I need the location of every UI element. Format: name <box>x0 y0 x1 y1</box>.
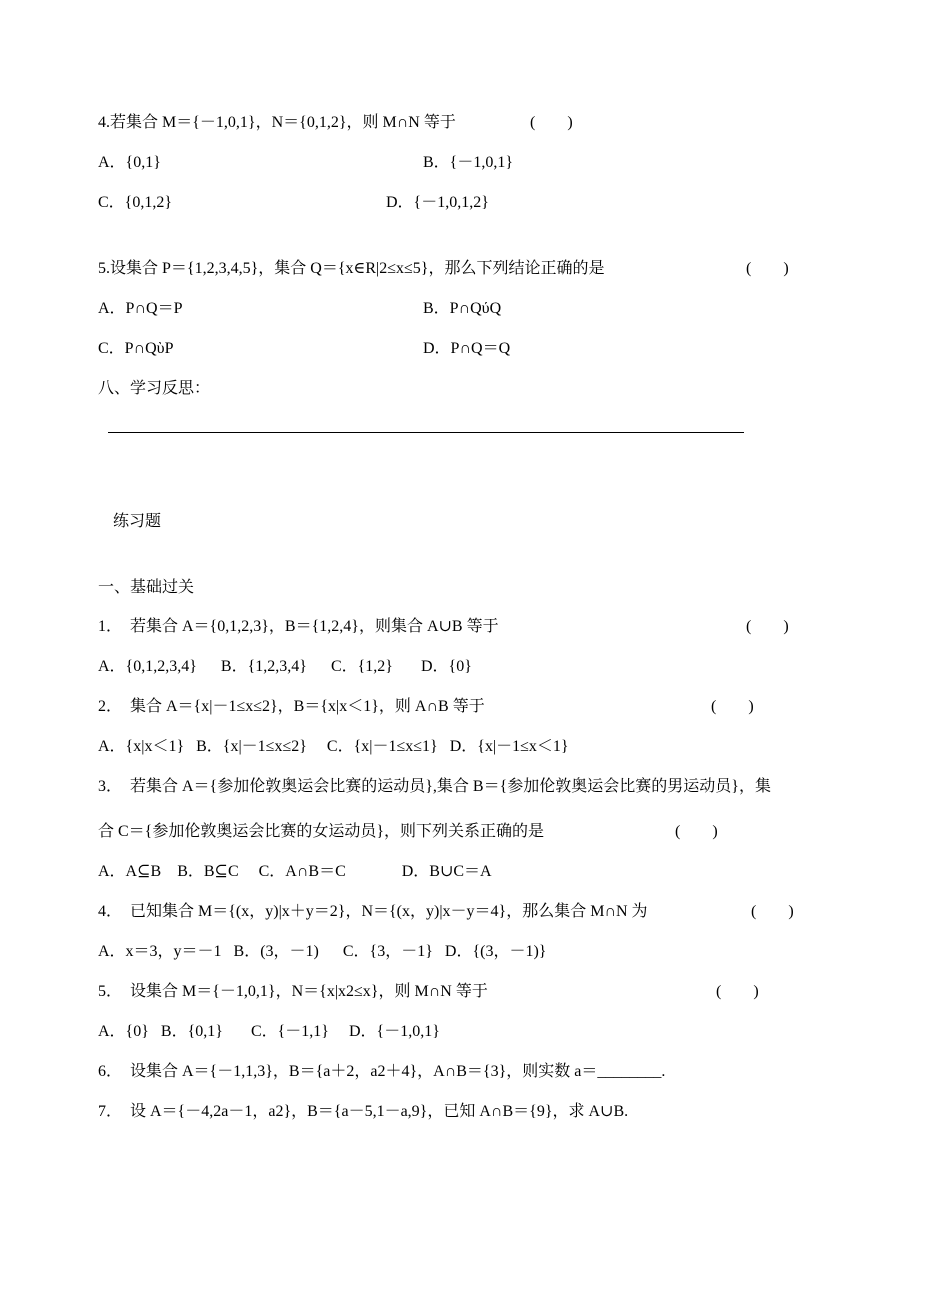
question-4-option-b: B．{－1,0,1} <box>423 154 514 171</box>
exercise-2-stem: 2． 集合 A＝{x|－1≤x≤2}，B＝{x|x＜1}，则 A∩B 等于 <box>98 698 485 715</box>
exercise-1-options: A．{0,1,2,3,4} B．{1,2,3,4} C．{1,2} D．{0} <box>98 658 472 675</box>
exercise-5-options: A．{0} B．{0,1} C．{－1,1} D．{－1,0,1} <box>98 1023 440 1040</box>
exercise-4-options: A．x＝3，y＝－1 B．(3，－1) C．{3，－1} D．{(3，－1)} <box>98 943 547 960</box>
exercise-2-answer-bracket: ( ) <box>711 698 754 715</box>
question-5-stem: 5.设集合 P＝{1,2,3,4,5}，集合 Q＝{x∈R|2≤x≤5}，那么下列结论正确的是 <box>98 260 605 277</box>
question-5-option-b: B．P∩QύQ <box>423 300 502 317</box>
section-heading-basics: 一、基础过关 <box>98 579 195 596</box>
exercise-7-stem: 7． 设 A＝{－4,2a－1，a2}，B＝{a－5,1－a,9}，已知 A∩B＝{9}，求 A∪B. <box>98 1103 629 1120</box>
exercise-4-stem: 4． 已知集合 M＝{(x，y)|x＋y＝2}，N＝{(x，y)|x－y＝4}，那么集合 M∩N 为 <box>98 903 648 920</box>
exercise-5-answer-bracket: ( ) <box>716 983 759 1000</box>
exercise-3-answer-bracket: ( ) <box>675 823 718 840</box>
reflection-answer-line <box>108 432 744 433</box>
reflection-heading: 八、学习反思： <box>98 380 211 397</box>
question-4-option-d: D．{－1,0,1,2} <box>386 194 489 211</box>
exercise-3-stem-line-2: 合 C＝{参加伦敦奥运会比赛的女运动员}，则下列关系正确的是 <box>98 823 545 840</box>
question-4-answer-bracket: ( ) <box>530 114 573 131</box>
question-4-option-a: A．{0,1} <box>98 154 161 171</box>
exercise-6-stem: 6． 设集合 A＝{－1,1,3}，B＝{a＋2，a2＋4}，A∩B＝{3}，则实数 a＝________. <box>98 1063 666 1080</box>
exercise-5-stem: 5． 设集合 M＝{－1,0,1}，N＝{x|x2≤x}，则 M∩N 等于 <box>98 983 488 1000</box>
exercise-3-stem-line-1: 3． 若集合 A＝{参加伦敦奥运会比赛的运动员},集合 B＝{参加伦敦奥运会比赛的男运动员}，集 <box>98 778 771 795</box>
question-5-option-c: C．P∩QὺP <box>98 340 174 357</box>
question-5-option-a: A．P∩Q＝P <box>98 300 183 317</box>
question-4-option-c: C．{0,1,2} <box>98 194 173 211</box>
question-5-option-d: D．P∩Q＝Q <box>423 340 511 357</box>
exercise-1-answer-bracket: ( ) <box>746 618 789 635</box>
question-4-stem: 4.若集合 M＝{－1,0,1}，N＝{0,1,2}，则 M∩N 等于 <box>98 114 456 131</box>
question-5-answer-bracket: ( ) <box>746 260 789 277</box>
exercise-3-options: A．A⊆B B．B⊆C C．A∩B＝C D．B∪C＝A <box>98 863 492 880</box>
exercise-2-options: A．{x|x＜1} B．{x|－1≤x≤2} C．{x|－1≤x≤1} D．{x|－1≤x＜1} <box>98 738 569 755</box>
exercise-1-stem: 1． 若集合 A＝{0,1,2,3}，B＝{1,2,4}，则集合 A∪B 等于 <box>98 618 499 635</box>
exercise-4-answer-bracket: ( ) <box>751 903 794 920</box>
exercises-title: 练习题 <box>113 513 162 530</box>
